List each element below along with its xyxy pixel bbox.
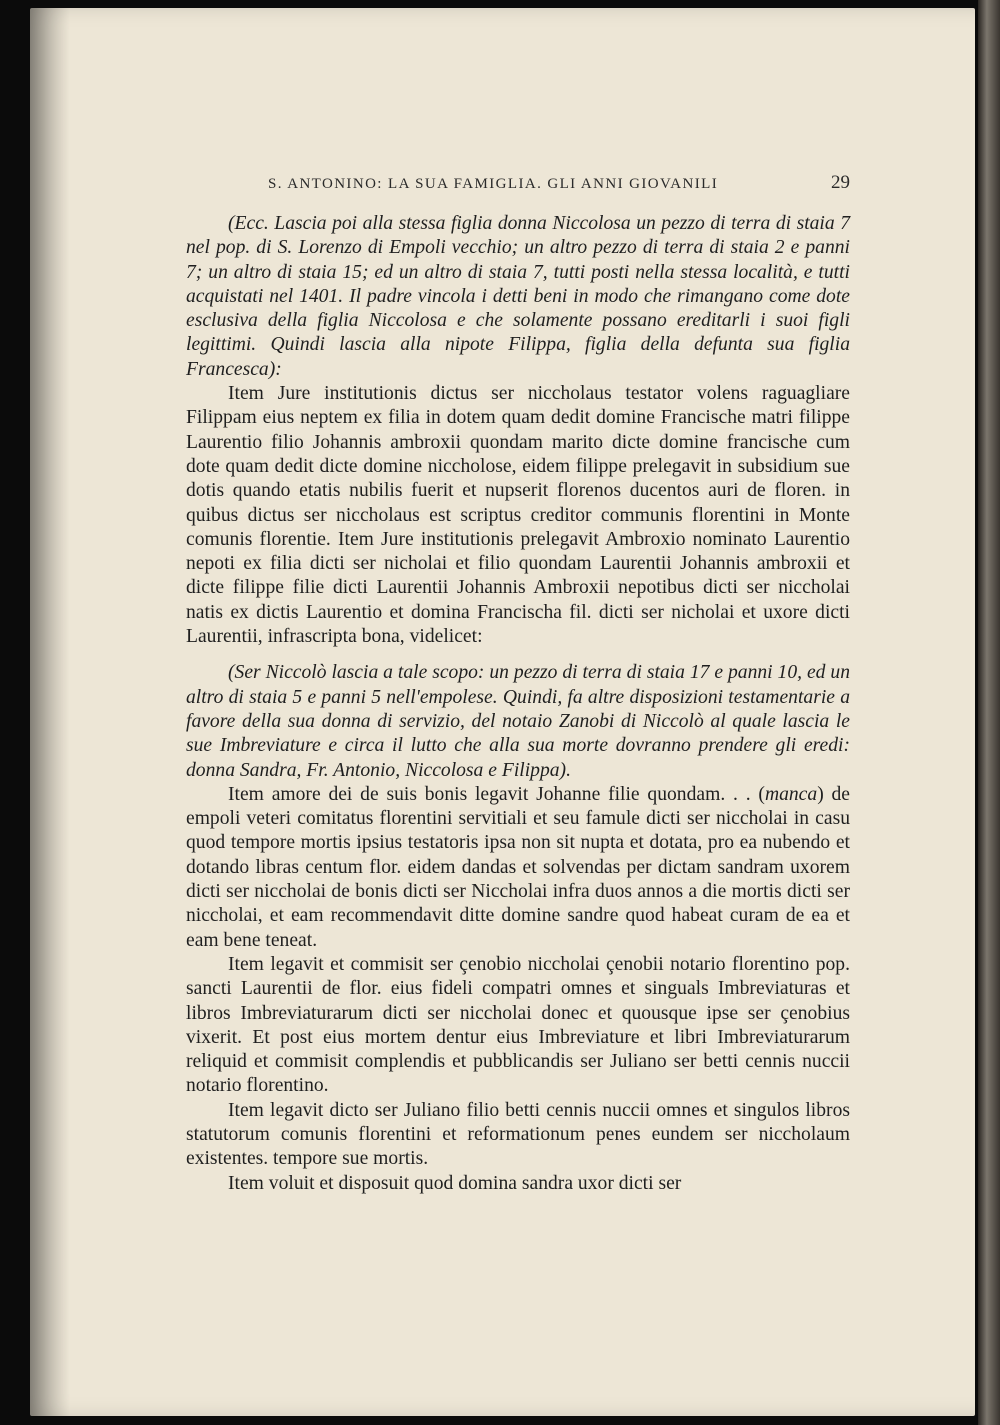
paragraph-italic-note: (Ecc. Lascia poi alla stessa figlia donna Niccolosa un pezzo di terra di staia 7 nel pop. di S. Lorenzo di Empoli vecchio; un altro pezzo di terra di staia 2 e panni 7; un altro di staia 15; ed un altro di staia 7, tutti posti nella stessa località, e tutti acquistati nel 1401. Il padre vincola i detti beni in modo che rimangano come dote esclusiva della figlia Niccolosa e che solamente possano ereditarli i suoi figli legittimi. Quindi lascia alla nipote Filippa, figlia della defunta sua figlia Francesca):: [186, 213, 850, 380]
missing-word-note: manca: [764, 783, 818, 805]
paragraph-italic-note: (Ser Niccolò lascia a tale scopo: un pezzo di terra di staia 17 e panni 10, ed un altro di staia 5 e panni 5 nell'empolese. Quindi, fa altre disposizioni testamentarie a favore della sua donna di servizio, del notaio Zanobi di Niccolò al quale lascia le sue Imbreviature e circa il lutto che alla sua morte dovranno prendere gli eredi: donna Sandra, Fr. Antonio, Niccolosa e Filippa).: [186, 662, 850, 781]
paragraph-latin: Item voluit et disposuit quod domina sandra uxor dicti ser: [228, 1172, 682, 1194]
running-head: S. ANTONINO: LA SUA FAMIGLIA. GLI ANNI GIOVANILI: [268, 176, 719, 192]
page-number: 29: [831, 172, 850, 193]
spine-shadow: [30, 8, 70, 1416]
paragraph-latin: Item Jure institutionis dictus ser niccholaus testator volens raguagliare Filippam eius neptem ex filia in dotem quam dedit domine Francische matri filippe Laurentio filio Johannis ambroxii quondam marito dicte domine francische cum dote quam dedit dicte domine niccholose, eidem filippe prelegavit in subsidium sue dotis quando etatis nubilis fuerit et nupserit florenos ducentos auri de floren. in quibus dictus ser niccholaus est scriptus creditor communis florentini in Monte comunis florentie. Item Jure institutionis prelegavit Ambroxio nominato Laurentio nepoti ex filia dicti ser nicholai et filio quondam Laurentii Johannis ambroxii et dicte filippe filie dicti Laurentii Johannis Ambroxii nepotibus dicti ser niccholai natis ex dictis Laurentio et domina Francischa fil. dicti ser nicholai et uxore dicti Laurentii, infrascripta bona, videlicet:: [186, 383, 850, 648]
page-header: [268, 172, 850, 194]
paragraph-text: Item amore dei de suis bonis legavit Johanne filie quondam. . . (: [228, 783, 765, 805]
paragraph-latin: Item legavit et commisit ser çenobio niccholai çenobii notario florentino pop. sancti Laurentii de flor. eius fideli compatri omnes et singuals Imbreviaturas et libros Imbreviaturarum dicti ser niccholai donec et quousque ipse ser çenobius vixerit. Et post eius mortem dentur eius Imbreviature et libri Imbreviaturarum reliquid et commisit complendis et pubblicandis ser Juliano ser betti cennis nuccii notario florentino.: [186, 953, 850, 1097]
paragraph-latin: Item legavit dicto ser Juliano filio betti cennis nuccii omnes et singulos libros statutorum comunis florentini et reformationum penes eundem ser niccholaum existentes. tempore sue mortis.: [186, 1099, 850, 1170]
body-text: [186, 212, 850, 1196]
paragraph-latin: [186, 783, 850, 953]
paragraph-text: ) de empoli veteri comitatus florentini servitiali et seu famule dicti ser niccholai in casu quod tempore mortis ipsius testatoris ipsa non sit nupta et dotata, pro ea nubendo et dotando libras centum flor. eidem dandas et solvendas per dictam sandram uxorem dicti ser niccholai de bonis dicti ser Niccholai infra duos annos a die mortis dicti ser niccholai, et eam recommendavit ditte domine sandre quod habeat curam de ea et eam bene teneat.: [186, 783, 850, 951]
book-page-edge: [978, 0, 1000, 1425]
